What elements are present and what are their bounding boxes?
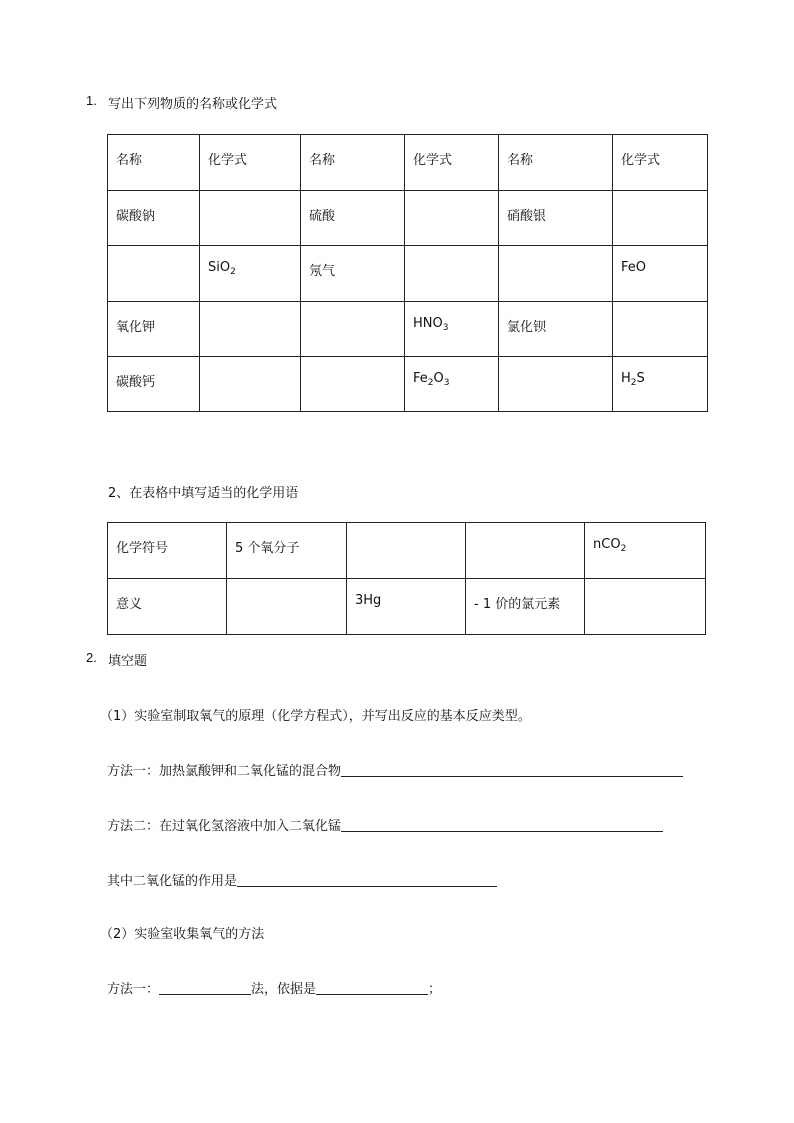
cell-text: nCO: [593, 537, 621, 552]
table-cell: [108, 191, 200, 246]
subscript-text: 2: [630, 378, 637, 388]
cell-text: 碳酸钠: [116, 209, 156, 224]
table-row: [108, 191, 708, 246]
question-title-1: 写出下列物质的名称或化学式: [108, 97, 278, 112]
subscript-text: 2: [427, 378, 434, 388]
cell-text: O: [433, 371, 444, 386]
table-cell[interactable]: [301, 357, 405, 412]
cell-text: - 1 价的氯元素: [474, 597, 561, 612]
answer-blank-collect-basis[interactable]: [316, 980, 428, 995]
question-number-1: 1.: [86, 93, 97, 108]
catalyst-role-text: 其中二氧化锰的作用是: [107, 874, 238, 889]
table-cell: [405, 302, 499, 357]
subquestion-1: （1）实验室制取氧气的原理（化学方程式），并写出反应的基本反应类型。: [100, 709, 531, 724]
cell-text: 化学式: [621, 153, 661, 168]
table-cell: [108, 357, 200, 412]
subscript-text: 2: [620, 544, 627, 554]
cell-text: 名称: [309, 153, 336, 168]
table-cell: [200, 246, 301, 302]
table-cell[interactable]: [613, 302, 708, 357]
cell-text: H: [621, 371, 631, 386]
answer-blank-catalyst-role[interactable]: [237, 872, 497, 887]
collect-method-basis-label: 法，依据是: [251, 982, 317, 997]
collect-method-label: 方法一：: [107, 982, 160, 997]
table-cell: [613, 357, 708, 412]
question-title-3: 填空题: [108, 654, 148, 669]
table-row: [108, 135, 708, 191]
cell-text: HNO: [413, 316, 443, 331]
table-cell: [613, 135, 708, 191]
table-cell: [108, 302, 200, 357]
table-cell[interactable]: [585, 579, 706, 635]
table-cell: [108, 135, 200, 191]
subquestion-2: （2）实验室收集氧气的方法: [100, 927, 265, 942]
cell-text: 氖气: [309, 264, 336, 279]
question-number-3: 2.: [86, 650, 97, 665]
formula-table: [107, 134, 708, 412]
table-cell: [301, 135, 405, 191]
table-cell: [499, 191, 613, 246]
table-cell[interactable]: [499, 246, 613, 302]
table-cell: [613, 246, 708, 302]
method-1-line: [107, 760, 683, 779]
method-1-text: 方法一：加热氯酸钾和二氧化锰的混合物: [107, 764, 342, 779]
cell-text: 氧化钾: [116, 320, 156, 335]
cell-text: 硝酸银: [507, 209, 547, 224]
answer-blank-method-2[interactable]: [341, 817, 663, 832]
collect-method-end: ；: [428, 982, 442, 997]
cell-text: S: [636, 371, 645, 386]
table-row: [108, 579, 706, 635]
catalyst-role-line: [107, 870, 497, 889]
table-cell[interactable]: [466, 523, 585, 579]
table-cell: [200, 135, 301, 191]
table-cell: [499, 302, 613, 357]
cell-text: FeO: [621, 260, 646, 275]
cell-text: 名称: [116, 153, 143, 168]
table-cell[interactable]: [200, 302, 301, 357]
subscript-text: 2: [230, 267, 236, 277]
question-title-2: 2、在表格中填写适当的化学用语: [108, 486, 299, 501]
table-row: [108, 357, 708, 412]
cell-text: 化学式: [413, 153, 453, 168]
collect-method-line: [107, 978, 441, 997]
table-cell[interactable]: [200, 191, 301, 246]
cell-text: 5 个氧分子: [235, 541, 300, 556]
cell-text: 意义: [116, 597, 143, 612]
table-cell[interactable]: [227, 579, 347, 635]
table-cell[interactable]: [499, 357, 613, 412]
cell-text: 化学式: [208, 153, 248, 168]
table-cell: [466, 579, 585, 635]
table-cell: [301, 191, 405, 246]
table-cell[interactable]: [405, 246, 499, 302]
table-cell: [585, 523, 706, 579]
table-cell: [347, 579, 466, 635]
answer-blank-method-1[interactable]: [341, 762, 683, 777]
cell-text: 硫酸: [309, 209, 336, 224]
table-cell: [405, 135, 499, 191]
cell-text: 碳酸钙: [116, 375, 156, 390]
table-cell: [108, 523, 227, 579]
table-cell[interactable]: [200, 357, 301, 412]
subscript-text: 3: [442, 323, 449, 333]
table-cell: [301, 246, 405, 302]
table-cell[interactable]: [613, 191, 708, 246]
subscript-text: 3: [443, 378, 450, 388]
cell-text: 化学符号: [116, 541, 169, 556]
table-cell[interactable]: [405, 191, 499, 246]
cell-text: 3Hg: [355, 593, 382, 608]
method-2-text: 方法二：在过氧化氢溶液中加入二氧化锰: [107, 819, 342, 834]
cell-text: SiO: [208, 260, 231, 275]
table-cell[interactable]: [301, 302, 405, 357]
table-row: [108, 246, 708, 302]
method-2-line: [107, 815, 663, 834]
table-cell: [227, 523, 347, 579]
cell-text: 名称: [507, 153, 534, 168]
table-cell[interactable]: [108, 246, 200, 302]
table-row: [108, 523, 706, 579]
cell-text: 氯化钡: [507, 320, 547, 335]
table-cell[interactable]: [347, 523, 466, 579]
table-cell: [499, 135, 613, 191]
answer-blank-collect-method[interactable]: [159, 980, 251, 995]
symbol-table: [107, 522, 706, 635]
table-cell: [405, 357, 499, 412]
cell-text: Fe: [413, 371, 428, 386]
table-row: [108, 302, 708, 357]
table-cell: [108, 579, 227, 635]
